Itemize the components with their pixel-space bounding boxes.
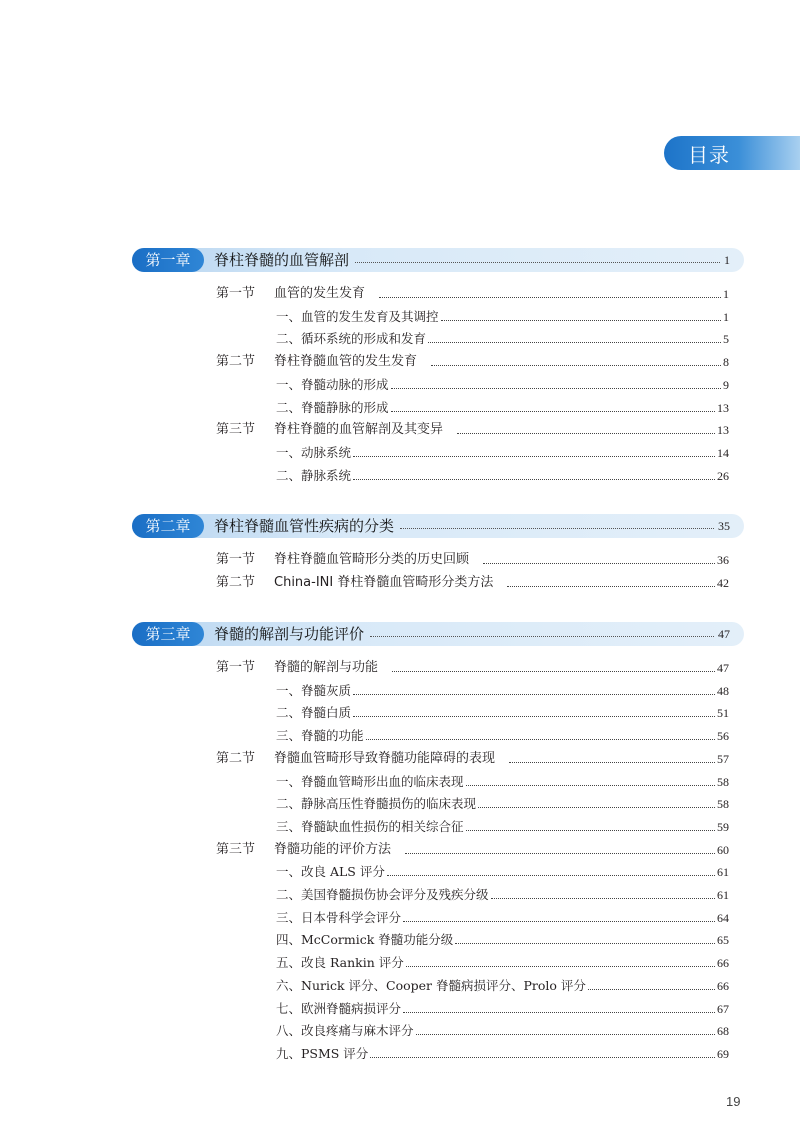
dot-leader: [366, 739, 715, 740]
section-title: 脊髓的解剖与功能: [274, 660, 379, 675]
section-title: 脊髓功能的评价方法: [274, 842, 392, 857]
chapter-heading[interactable]: [132, 622, 744, 646]
dot-leader: [466, 830, 715, 831]
dot-leader: [387, 875, 715, 876]
subsection-title: 二、循环系统的形成和发育: [276, 331, 427, 346]
subsection-entry[interactable]: [276, 307, 729, 327]
dot-leader: [353, 479, 715, 480]
entry-page: 36: [717, 553, 729, 567]
entry-page: 58: [717, 775, 729, 789]
entry-page: 8: [723, 355, 729, 369]
dot-leader: [353, 716, 715, 717]
entry-page: 68: [717, 1024, 729, 1038]
section-number: 第一节: [216, 660, 256, 675]
chapter-page: 1: [724, 253, 730, 267]
chapter-page: 47: [718, 627, 730, 641]
subsection-entry[interactable]: [276, 930, 729, 950]
dot-leader: [416, 1034, 715, 1035]
dot-leader: [483, 563, 715, 564]
subsection-title: 二、脊髓白质: [276, 705, 352, 720]
chapter-heading[interactable]: [132, 514, 744, 538]
dot-leader: [466, 785, 715, 786]
chapter-label-badge: 第二章: [132, 514, 204, 538]
toc-header-banner: [664, 136, 800, 170]
subsection-title: 一、血管的发生发育及其调控: [276, 309, 439, 324]
subsection-entry[interactable]: [276, 976, 729, 996]
dot-leader: [406, 966, 715, 967]
subsection-entry[interactable]: [276, 443, 729, 463]
chapter-heading[interactable]: [132, 248, 744, 272]
subsection-entry[interactable]: [276, 375, 729, 395]
dot-leader: [405, 853, 715, 854]
entry-page: 67: [717, 1002, 729, 1016]
subsection-entry[interactable]: [276, 466, 729, 486]
subsection-title: 四、McCormick 脊髓功能分级: [276, 932, 454, 947]
dot-leader: [379, 297, 721, 298]
entry-page: 59: [717, 820, 729, 834]
subsection-title: 五、改良 Rankin 评分: [276, 955, 404, 970]
subsection-title: 一、脊髓血管畸形出血的临床表现: [276, 774, 464, 789]
entry-page: 5: [723, 332, 729, 346]
entry-page: 13: [717, 423, 729, 437]
entry-page: 56: [717, 729, 729, 743]
subsection-entry[interactable]: [276, 1044, 729, 1064]
subsection-entry[interactable]: [276, 999, 729, 1019]
subsection-entry[interactable]: [276, 772, 729, 792]
section-entry[interactable]: [216, 749, 729, 769]
dot-leader: [509, 762, 715, 763]
section-entry[interactable]: [216, 658, 729, 678]
entry-page: 51: [717, 706, 729, 720]
entry-page: 1: [723, 310, 729, 324]
section-entry[interactable]: [216, 352, 729, 372]
dot-leader: [457, 433, 715, 434]
section-number: 第二节: [216, 751, 256, 766]
chapter-title: 脊柱脊髓血管性疾病的分类: [214, 517, 395, 535]
chapter-title: 脊髓的解剖与功能评价: [214, 625, 365, 643]
dot-leader: [353, 694, 715, 695]
toc-title: 目录: [688, 143, 730, 167]
dot-leader: [431, 365, 721, 366]
dot-leader: [391, 411, 715, 412]
entry-page: 47: [717, 661, 729, 675]
chapter-title: 脊柱脊髓的血管解剖: [214, 251, 350, 269]
section-number: 第三节: [216, 842, 256, 857]
entry-page: 66: [717, 956, 729, 970]
subsection-title: 三、脊髓缺血性损伤的相关综合征: [276, 819, 464, 834]
entry-page: 61: [717, 888, 729, 902]
subsection-title: 二、美国脊髓损伤协会评分及残疾分级: [276, 887, 489, 902]
subsection-title: 九、PSMS 评分: [276, 1046, 369, 1061]
dot-leader: [355, 262, 720, 263]
subsection-entry[interactable]: [276, 794, 729, 814]
entry-page: 57: [717, 752, 729, 766]
subsection-entry[interactable]: [276, 953, 729, 973]
section-title: China-INI 脊柱脊髓血管畸形分类方法: [274, 575, 494, 590]
entry-page: 65: [717, 933, 729, 947]
chapter-label-badge: 第一章: [132, 248, 204, 272]
entry-page: 61: [717, 865, 729, 879]
section-title: 脊髓血管畸形导致脊髓功能障碍的表现: [274, 751, 496, 766]
subsection-entry[interactable]: [276, 885, 729, 905]
subsection-title: 一、脊髓灰质: [276, 683, 352, 698]
subsection-title: 八、改良疼痛与麻木评分: [276, 1023, 414, 1038]
subsection-entry[interactable]: [276, 908, 729, 928]
entry-page: 1: [723, 287, 729, 301]
page-number: 19: [726, 1094, 741, 1109]
subsection-title: 一、动脉系统: [276, 445, 352, 460]
subsection-entry[interactable]: [276, 329, 729, 349]
dot-leader: [441, 320, 721, 321]
entry-page: 26: [717, 469, 729, 483]
dot-leader: [391, 388, 721, 389]
dot-leader: [507, 586, 715, 587]
section-entry[interactable]: [216, 284, 729, 304]
subsection-title: 三、脊髓的功能: [276, 728, 364, 743]
subsection-entry[interactable]: [276, 726, 729, 746]
dot-leader: [455, 943, 715, 944]
chapter-label-badge: 第三章: [132, 622, 204, 646]
section-number: 第二节: [216, 354, 256, 369]
section-entry[interactable]: [216, 550, 729, 570]
subsection-title: 二、脊髓静脉的形成: [276, 400, 389, 415]
subsection-entry[interactable]: [276, 862, 729, 882]
entry-page: 64: [717, 911, 729, 925]
dot-leader: [428, 342, 721, 343]
subsection-title: 二、静脉高压性脊髓损伤的临床表现: [276, 796, 477, 811]
subsection-entry[interactable]: [276, 398, 729, 418]
subsection-entry[interactable]: [276, 817, 729, 837]
section-entry[interactable]: [216, 420, 729, 440]
entry-page: 69: [717, 1047, 729, 1061]
dot-leader: [478, 807, 715, 808]
entry-page: 14: [717, 446, 729, 460]
entry-page: 13: [717, 401, 729, 415]
subsection-title: 七、欧洲脊髓病损评分: [276, 1001, 402, 1016]
section-entry[interactable]: [216, 573, 729, 593]
entry-page: 9: [723, 378, 729, 392]
dot-leader: [403, 921, 715, 922]
subsection-title: 二、静脉系统: [276, 468, 352, 483]
dot-leader: [370, 1057, 715, 1058]
entry-page: 48: [717, 684, 729, 698]
section-title: 脊柱脊髓的血管解剖及其变异: [274, 422, 444, 437]
dot-leader: [370, 636, 714, 637]
subsection-entry[interactable]: [276, 681, 729, 701]
dot-leader: [392, 671, 715, 672]
subsection-title: 三、日本骨科学会评分: [276, 910, 402, 925]
section-title: 脊柱脊髓血管畸形分类的历史回顾: [274, 552, 470, 567]
subsection-entry[interactable]: [276, 1021, 729, 1041]
section-entry[interactable]: [216, 840, 729, 860]
section-number: 第一节: [216, 286, 256, 301]
entry-page: 60: [717, 843, 729, 857]
chapter-page: 35: [718, 519, 730, 533]
subsection-title: 六、Nurick 评分、Cooper 脊髓病损评分、Prolo 评分: [276, 978, 586, 993]
dot-leader: [353, 456, 715, 457]
section-title: 脊柱脊髓血管的发生发育: [274, 354, 418, 369]
section-number: 第二节: [216, 575, 256, 590]
subsection-title: 一、脊髓动脉的形成: [276, 377, 389, 392]
entry-page: 42: [717, 576, 729, 590]
section-title: 血管的发生发育: [274, 286, 366, 301]
dot-leader: [403, 1012, 715, 1013]
subsection-title: 一、改良 ALS 评分: [276, 864, 385, 879]
section-number: 第三节: [216, 422, 256, 437]
subsection-entry[interactable]: [276, 703, 729, 723]
dot-leader: [400, 528, 714, 529]
entry-page: 58: [717, 797, 729, 811]
entry-page: 66: [717, 979, 729, 993]
section-number: 第一节: [216, 552, 256, 567]
dot-leader: [588, 989, 715, 990]
dot-leader: [491, 898, 715, 899]
